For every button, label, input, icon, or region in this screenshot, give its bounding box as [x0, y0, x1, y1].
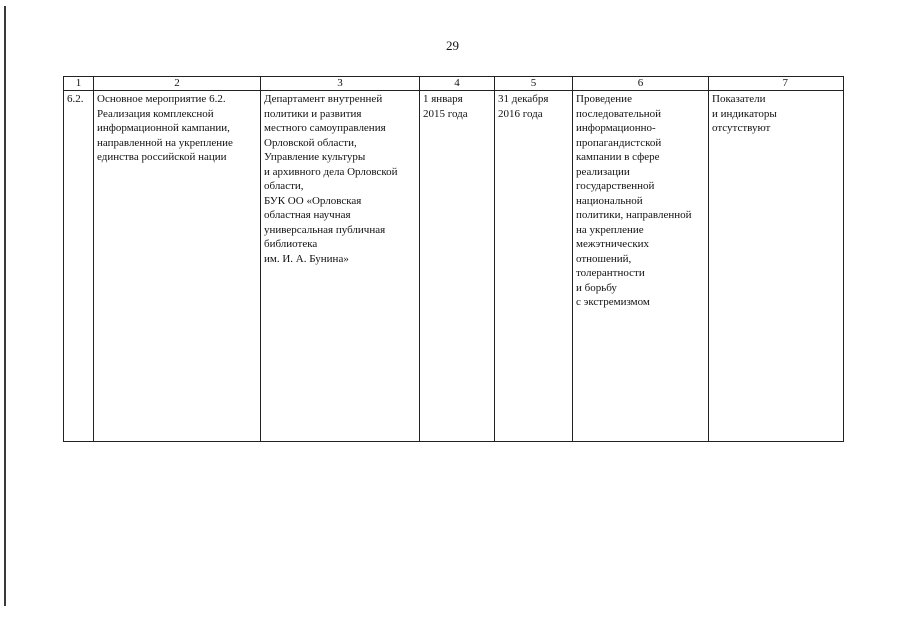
start-date-cell: 1 января 2015 года	[420, 91, 495, 442]
table-row	[64, 91, 844, 442]
col-header-1: 1	[64, 77, 94, 91]
col-header-3: 3	[261, 77, 420, 91]
col-header-4: 4	[420, 77, 495, 91]
column-number-row	[64, 77, 844, 91]
col-header-7: 7	[709, 77, 844, 91]
expected-result-cell: Проведение последовательной информационно- пропагандистской кампании в сфере реализации государственной национальной политики, направленной на укрепление межэтнических отношений, толерантности и борьбу с экстремизмом	[573, 91, 709, 442]
scan-edge-line	[4, 6, 6, 606]
executor-cell: Департамент внутренней политики и развития местного самоуправления Орловской области, Управление культуры и архивного дела Орловской области, БУК ОО «Орловская областная научная универсальная публичная библиотека им. И. А. Бунина»	[261, 91, 420, 442]
page-number: 29	[446, 38, 459, 53]
col-header-6: 6	[573, 77, 709, 91]
event-name-cell: Основное мероприятие 6.2. Реализация комплексной информационной кампании, направленной на укрепление единства российской нации	[94, 91, 261, 442]
end-date-cell: 31 декабря 2016 года	[495, 91, 573, 442]
col-header-2: 2	[94, 77, 261, 91]
row-number-cell: 6.2.	[64, 91, 94, 442]
program-table	[63, 76, 844, 442]
indicators-cell: Показатели и индикаторы отсутствуют	[709, 91, 844, 442]
col-header-5: 5	[495, 77, 573, 91]
